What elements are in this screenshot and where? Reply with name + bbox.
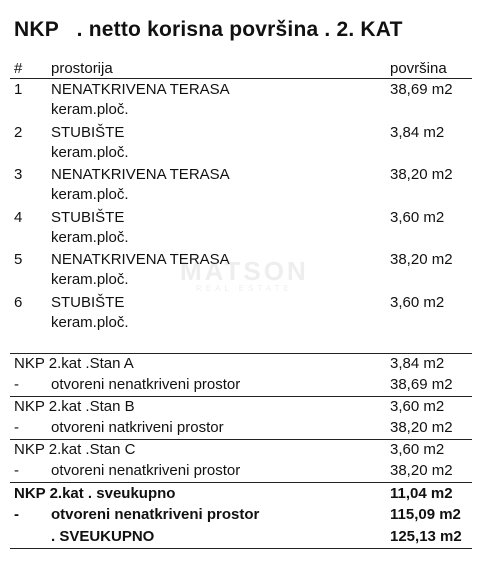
room-finish: keram.ploč. (51, 271, 129, 288)
summary-outdoor-area: 38,20 m2 (390, 419, 453, 436)
total-outdoor-label: otvoreni nenatkriveni prostor (51, 506, 260, 523)
summary-outdoor-area: 38,20 m2 (390, 462, 453, 479)
total-dash: - (14, 506, 19, 523)
room-name: STUBIŠTE (51, 294, 125, 311)
room-area: 3,60 m2 (390, 294, 445, 311)
room-number: 5 (14, 251, 23, 268)
summary-unit-area: 3,84 m2 (390, 355, 445, 372)
summary-dash: - (14, 419, 19, 436)
room-name: STUBIŠTE (51, 209, 125, 226)
document-title: NKP . netto korisna površina . 2. KAT (14, 18, 403, 41)
room-area: 38,69 m2 (390, 81, 453, 98)
room-finish: keram.ploč. (51, 229, 129, 246)
total-indoor-area: 11,04 m2 (390, 485, 453, 502)
room-number: 3 (14, 166, 23, 183)
summary-divider (10, 396, 472, 397)
summary-dash: - (14, 462, 19, 479)
summary-outdoor-label: otvoreni nenatkriveni prostor (51, 462, 241, 479)
summary-unit-area: 3,60 m2 (390, 398, 445, 415)
summary-divider (10, 353, 472, 354)
watermark-logo (180, 258, 309, 294)
totals-divider (10, 482, 472, 483)
column-header-room: prostorija (51, 60, 113, 77)
total-outdoor-area: 115,09 m2 (390, 506, 461, 523)
room-area: 3,60 m2 (390, 209, 445, 226)
room-number: 2 (14, 124, 23, 141)
summary-outdoor-label: otvoreni natkriveni prostor (51, 419, 224, 436)
room-finish: keram.ploč. (51, 314, 129, 331)
room-name: NENATKRIVENA TERASA (51, 166, 230, 183)
summary-unit-label: NKP 2.kat .Stan A (14, 355, 134, 372)
room-finish: keram.ploč. (51, 101, 129, 118)
room-number: 4 (14, 209, 23, 226)
room-name: NENATKRIVENA TERASA (51, 81, 230, 98)
header-divider (10, 78, 472, 79)
room-finish: keram.ploč. (51, 144, 129, 161)
room-area: 38,20 m2 (390, 251, 453, 268)
total-indoor-label: NKP 2.kat . sveukupno (14, 485, 176, 502)
column-header-number: # (14, 60, 23, 77)
summary-unit-label: NKP 2.kat .Stan B (14, 398, 135, 415)
summary-unit-label: NKP 2.kat .Stan C (14, 441, 136, 458)
totals-bottom-divider (10, 548, 472, 549)
room-name: NENATKRIVENA TERASA (51, 251, 230, 268)
summary-outdoor-label: otvoreni nenatkriveni prostor (51, 376, 241, 393)
room-finish: keram.ploč. (51, 186, 129, 203)
room-area: 3,84 m2 (390, 124, 445, 141)
watermark-subtext: REAL ESTATE (195, 284, 293, 293)
room-name: STUBIŠTE (51, 124, 125, 141)
summary-divider (10, 439, 472, 440)
room-number: 6 (14, 294, 23, 311)
grand-total-area: 125,13 m2 (390, 528, 462, 545)
watermark-text: MATSON (180, 256, 309, 286)
grand-total-label: . SVEUKUPNO (51, 528, 155, 545)
column-header-area: površina (390, 60, 447, 77)
summary-unit-area: 3,60 m2 (390, 441, 445, 458)
room-number: 1 (14, 81, 23, 98)
summary-outdoor-area: 38,69 m2 (390, 376, 453, 393)
room-area: 38,20 m2 (390, 166, 453, 183)
summary-dash: - (14, 376, 19, 393)
